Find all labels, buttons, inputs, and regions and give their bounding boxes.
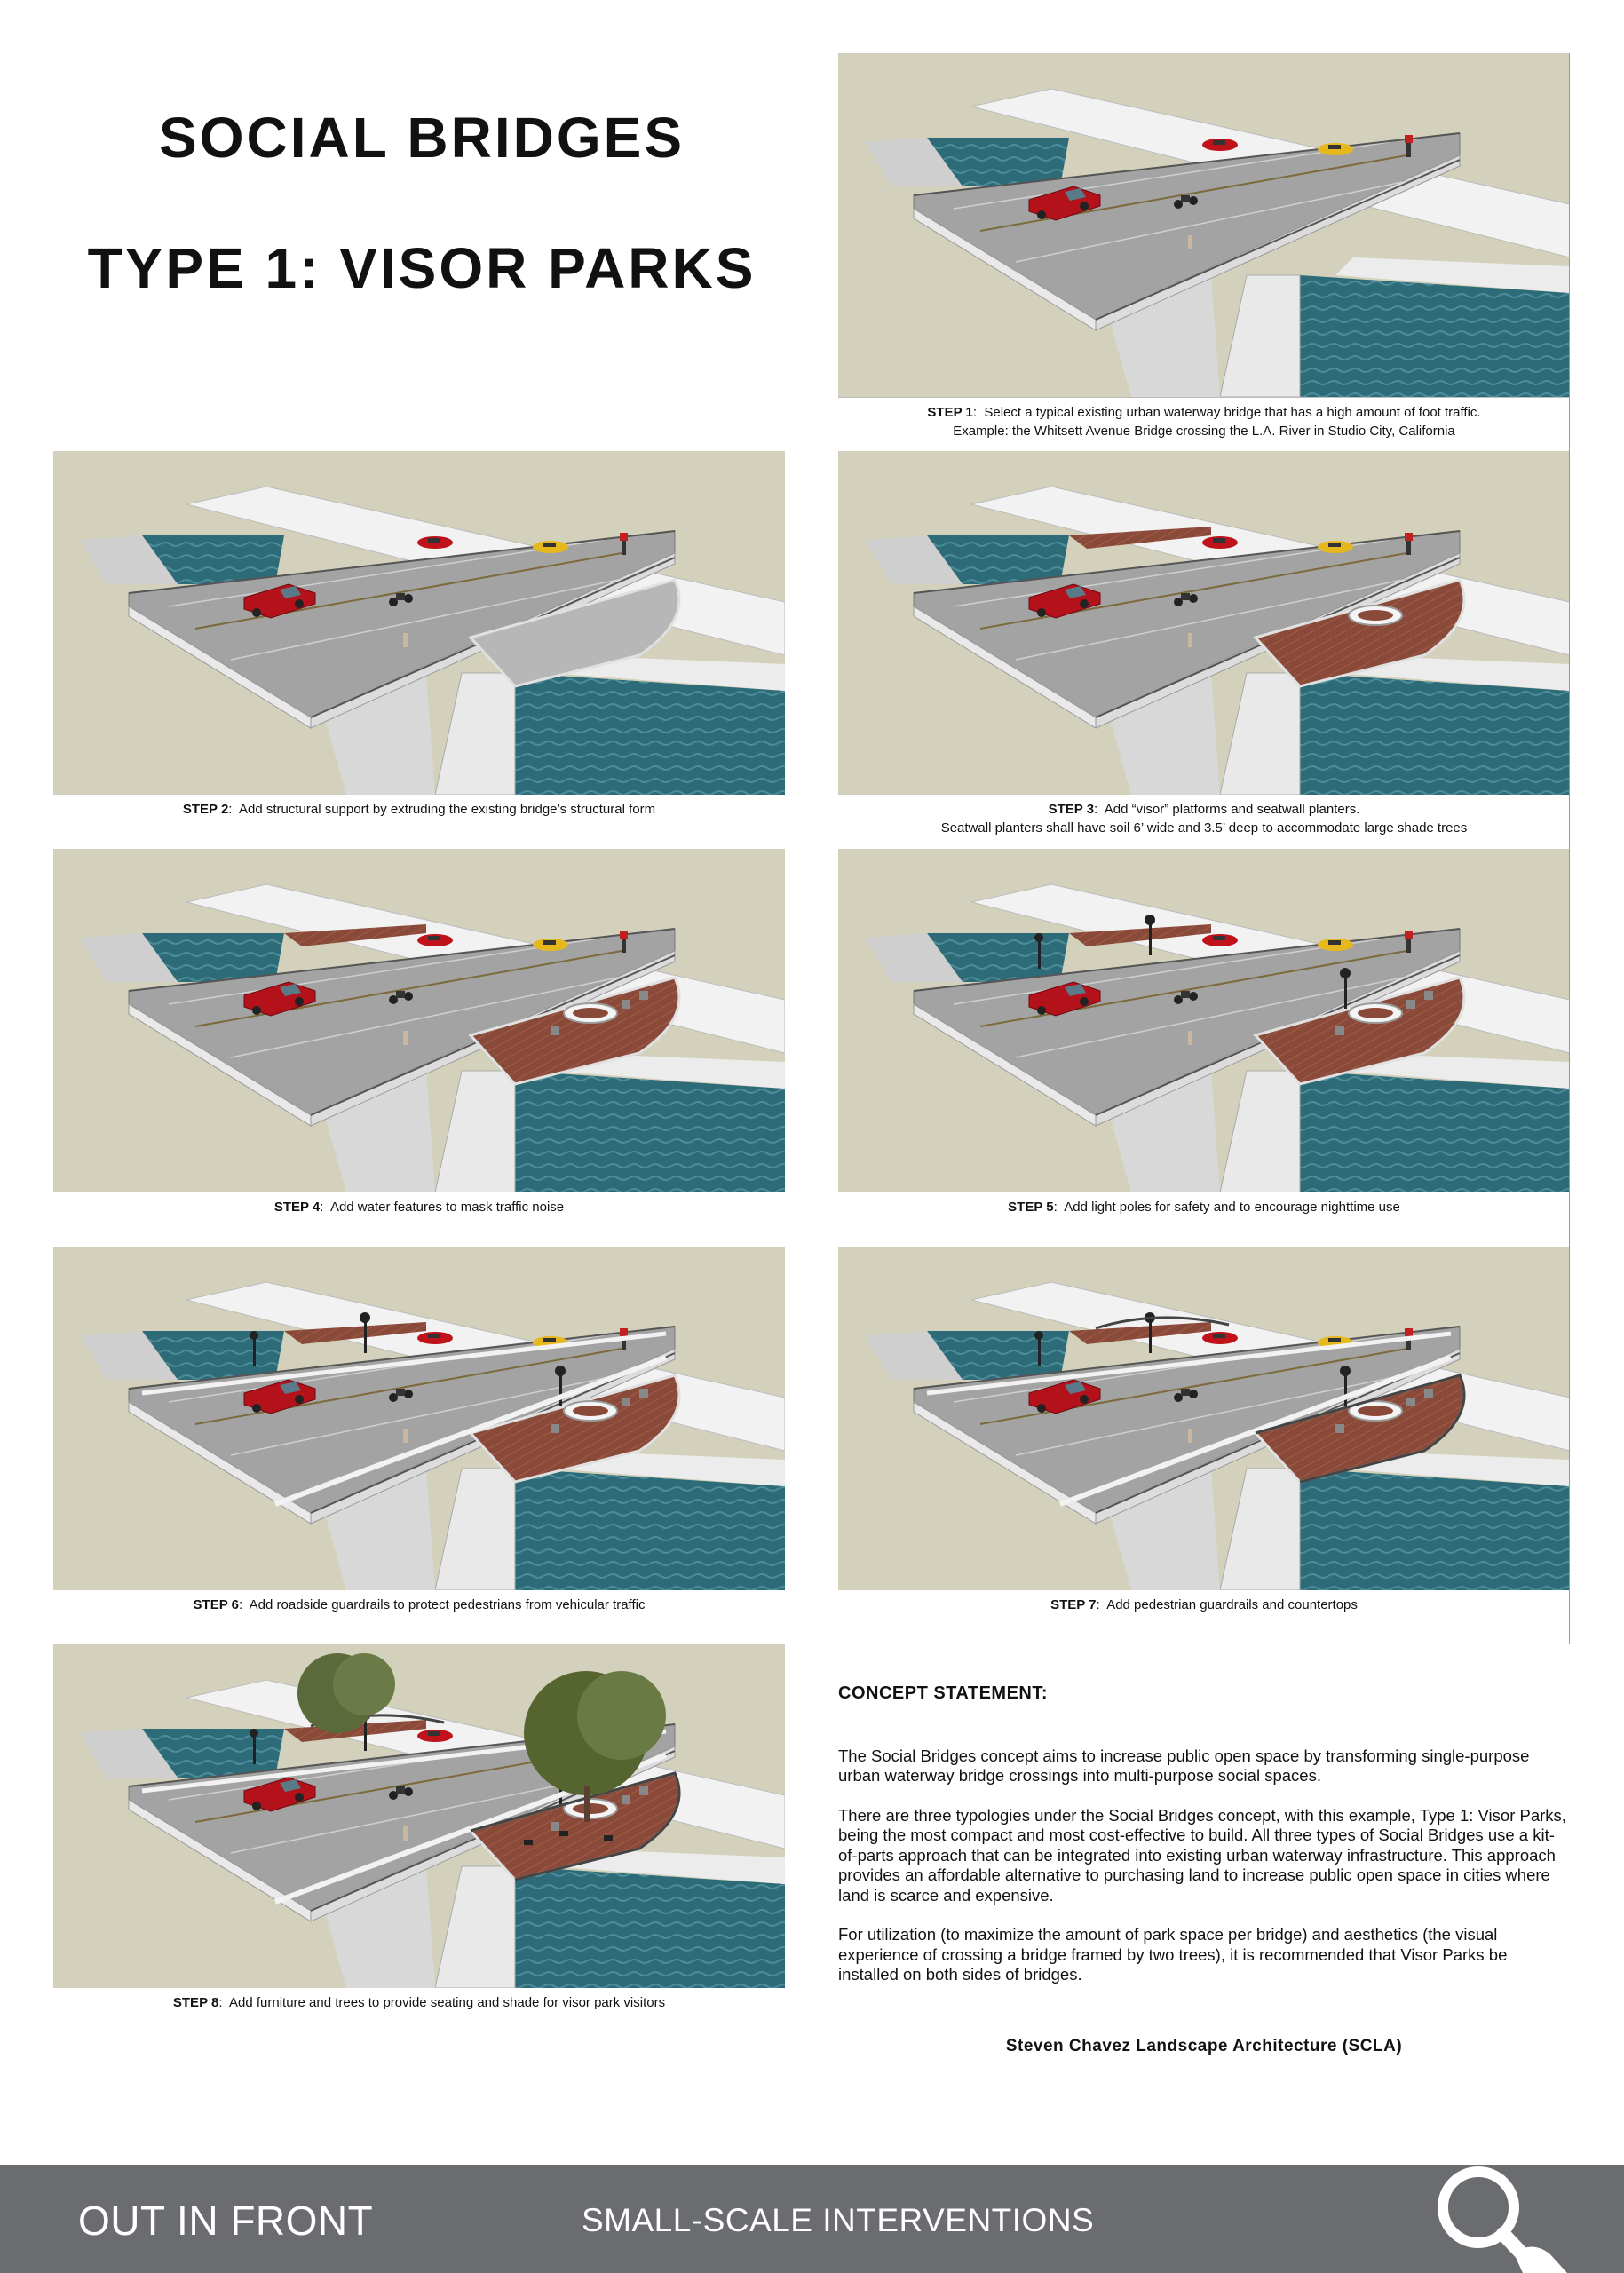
author-credit: Steven Chavez Landscape Architecture (SCLA) bbox=[1005, 2037, 1403, 2055]
step-7-rendering bbox=[838, 1247, 1570, 1590]
step-text-2: Seatwall planters shall have soil 6’ wide and 3.5’ deep to accommodate large shade trees bbox=[940, 820, 1468, 836]
step-6-rendering bbox=[53, 1247, 785, 1590]
step-1-panel bbox=[838, 53, 1570, 451]
step-1-rendering bbox=[838, 53, 1570, 397]
step-label: STEP 7 bbox=[1050, 1597, 1097, 1612]
concept-paragraph-1: The Social Bridges concept aims to increase public open space by transforming single-purpose urban waterway bridge crossings into multi-purpose social spaces. bbox=[838, 1746, 1530, 1785]
step-4-caption: STEP 4: Add water features to mask traffic noise bbox=[273, 1200, 565, 1215]
step-text: Add “visor” platforms and seatwall planters. bbox=[1104, 802, 1360, 817]
step-5-caption: STEP 5: Add light poles for safety and to encourage nighttime use bbox=[1008, 1200, 1400, 1215]
step-4-panel bbox=[53, 849, 785, 1216]
step-3-rendering bbox=[838, 451, 1570, 795]
step-2-rendering bbox=[53, 451, 785, 795]
step-text: Add roadside guardrails to protect pedestrians from vehicular traffic bbox=[249, 1597, 646, 1612]
step-5-rendering bbox=[838, 849, 1570, 1192]
step-4-rendering bbox=[53, 849, 785, 1192]
step-text: Add pedestrian guardrails and countertops bbox=[1106, 1597, 1358, 1612]
title-line-1: SOCIAL BRIDGES bbox=[159, 106, 685, 170]
step-7-panel bbox=[838, 1247, 1570, 1644]
concept-paragraph-2: There are three typologies under the Social Bridges concept, with this example, Type 1: Visor Parks, being the most compact and most cost-effective to build. All three types of Social Bridges use a kit-of-parts approach that can be integrated into existing urban waterway infrastructure. This approach provides an affordable alternative to purchasing land to increase public open space in cities where land is scarce and expensive. bbox=[838, 1805, 1566, 1905]
step-8-caption: STEP 8: Add furniture and trees to provide seating and shade for visor park visitors bbox=[172, 1995, 666, 2010]
footer-bar bbox=[0, 2165, 1624, 2273]
step-label: STEP 8 bbox=[172, 1995, 219, 2010]
concept-heading: CONCEPT STATEMENT: bbox=[838, 1683, 1049, 1703]
step-6-caption: STEP 6: Add roadside guardrails to protect pedestrians from vehicular traffic bbox=[193, 1597, 646, 1612]
step-text: Select a typical existing urban waterway bridge that has a high amount of foot traffic. bbox=[984, 405, 1481, 420]
step-label: STEP 4 bbox=[273, 1200, 321, 1215]
footer-category: SMALL-SCALE INTERVENTIONS bbox=[582, 2202, 1095, 2238]
step-text: Add structural support by extruding the existing bridge’s structural form bbox=[238, 802, 656, 817]
step-5-panel bbox=[838, 849, 1570, 1247]
step-label: STEP 2 bbox=[182, 802, 229, 817]
step-text-2: Example: the Whitsett Avenue Bridge crossing the L.A. River in Studio City, California bbox=[953, 424, 1455, 439]
step-label: STEP 1 bbox=[927, 405, 973, 420]
step-1-caption: STEP 1: Select a typical existing urban waterway bridge that has a high amount of foot traffic. Example: the Whitsett Avenue Bridge crossing the L.A. River in Studio City, California bbox=[927, 405, 1481, 439]
concept-statement bbox=[838, 1683, 1570, 2005]
step-3-caption: STEP 3: Add “visor” platforms and seatwall planters. Seatwall planters shall have soil 6’ wide and 3.5’ deep to accommodate large shade trees bbox=[940, 802, 1468, 836]
step-text: Add light poles for safety and to encourage nighttime use bbox=[1064, 1200, 1400, 1215]
step-label: STEP 5 bbox=[1008, 1200, 1054, 1215]
step-2-caption: STEP 2: Add structural support by extruding the existing bridge’s structural form bbox=[182, 802, 656, 817]
step-2-panel bbox=[53, 451, 785, 819]
step-8-rendering bbox=[53, 1644, 785, 1988]
step-3-panel bbox=[838, 451, 1570, 849]
step-7-caption: STEP 7: Add pedestrian guardrails and countertops bbox=[1050, 1597, 1358, 1612]
magnifier-hand-icon bbox=[1425, 2165, 1567, 2273]
title-line-2: TYPE 1: VISOR PARKS bbox=[87, 236, 757, 300]
footer-section-title: OUT IN FRONT bbox=[78, 2198, 374, 2244]
concept-paragraph-3: For utilization (to maximize the amount of park space per bridge) and aesthetics (the visual experience of crossing a bridge framed by two trees), it is recommended that Visor Parks be installed on both sides of bridges. bbox=[838, 1925, 1508, 1984]
step-6-panel bbox=[53, 1247, 785, 1614]
step-text: Add water features to mask traffic noise bbox=[329, 1200, 565, 1215]
step-text: Add furniture and trees to provide seating and shade for visor park visitors bbox=[229, 1995, 666, 2010]
step-8-panel bbox=[53, 1644, 785, 2012]
step-label: STEP 6 bbox=[193, 1597, 239, 1612]
step-label: STEP 3 bbox=[1048, 802, 1095, 817]
